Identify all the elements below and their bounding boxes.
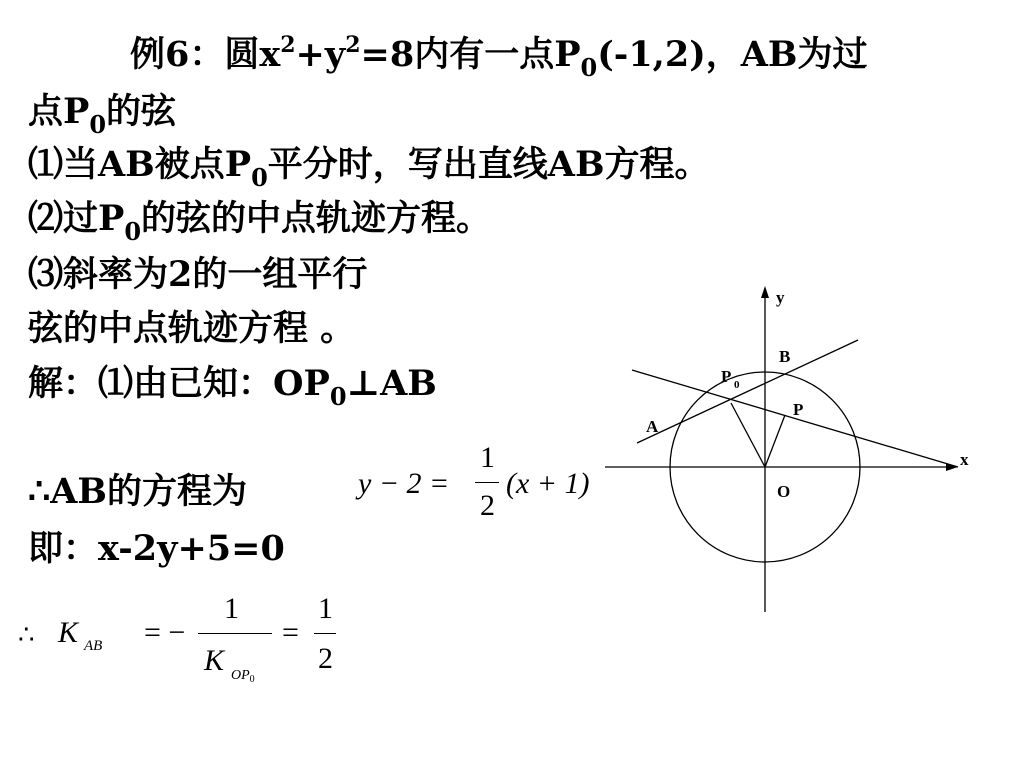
line-eq-denominator: 2 (480, 489, 495, 522)
subscript-0: 0 (251, 163, 268, 192)
y-axis-arrow (761, 286, 769, 298)
slope-k: K (58, 616, 79, 649)
subscript-0: 0 (329, 382, 347, 411)
subscript-0: 0 (89, 110, 107, 139)
slope-numerator: 1 (224, 592, 239, 625)
q2-number: ⑵ (28, 198, 64, 239)
slope-denominator-2: 2 (318, 642, 333, 675)
line-eq-lhs: y − 2 = (358, 467, 450, 500)
point-p0-label: P (721, 367, 732, 386)
solution-text-b: ⊥AB (346, 363, 437, 404)
slope-k-subscript: AB (84, 638, 103, 654)
slope-equals: = (282, 616, 299, 649)
q3-number: ⑶ (28, 254, 64, 295)
subscript-0: 0 (580, 53, 598, 82)
y-axis-label: y (776, 288, 785, 307)
point-p0-subscript: 0 (734, 379, 740, 391)
x-axis-label: x (960, 450, 969, 469)
q3-text-b: 弦的中点轨迹方程 。 (28, 308, 356, 349)
chord-prefix: 点P (28, 91, 90, 132)
point-a-label: A (646, 417, 659, 436)
solution-text-a: 解：⑴由已知：OP (28, 363, 330, 404)
slope-equals-minus: = − (144, 616, 186, 649)
slope-den-sub-op: OP (231, 668, 250, 683)
therefore-text: ∴AB的方程为 (28, 471, 248, 512)
equals-8: =8内有一点P (360, 34, 581, 75)
q1-text-b: 平分时，写出直线AB方程。 (267, 144, 710, 185)
q1-number: ⑴ (28, 144, 64, 185)
plus-y: +y (295, 34, 346, 75)
subscript-0: 0 (124, 217, 142, 246)
q2-text-b: 的弦的中点轨迹方程。 (141, 198, 492, 239)
result-equation: 即：x-2y+5=0 (28, 528, 285, 569)
slope-numerator-2: 1 (318, 592, 333, 625)
line-eq-numerator: 1 (480, 441, 495, 474)
example-label: 例6： (130, 34, 225, 75)
origin-label: O (777, 482, 791, 501)
segment-o-p (765, 415, 785, 467)
q1-text-a: 当AB被点P (63, 144, 252, 185)
point-coords: (-1,2)，AB为过 (597, 34, 868, 75)
exponent-2: 2 (345, 32, 361, 58)
slope-den-sub-zero: 0 (249, 674, 255, 685)
circle-prefix: 圆x (224, 34, 281, 75)
chord-suffix: 的弦 (106, 91, 177, 132)
slope-den-k: K (204, 644, 225, 677)
point-p-label: P (793, 400, 804, 419)
line-eq-rhs: (x + 1) (506, 467, 590, 500)
exponent-2: 2 (280, 32, 296, 58)
segment-o-p0 (731, 403, 765, 467)
point-b-label: B (779, 347, 791, 366)
q3-text-a: 斜率为2的一组平行 (63, 254, 368, 295)
slope-therefore: ∴ (18, 620, 35, 649)
q2-text-a: 过P (63, 198, 125, 239)
